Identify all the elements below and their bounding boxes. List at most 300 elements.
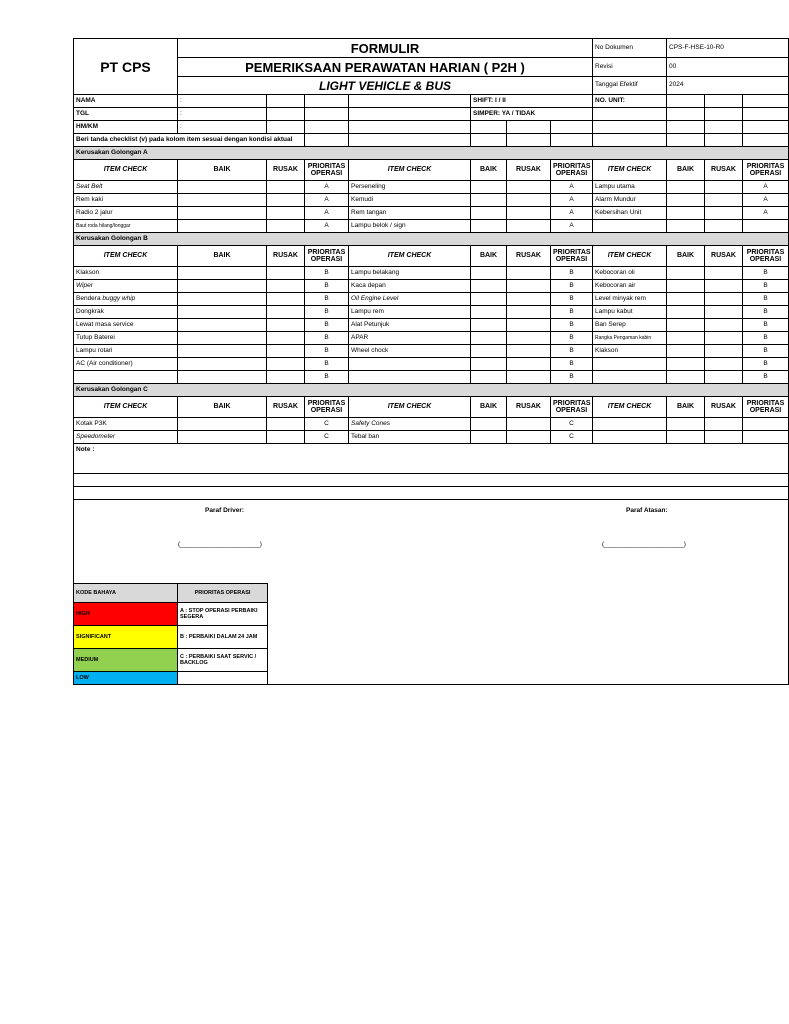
item-check-cell: Radio 2 jalur xyxy=(74,207,178,220)
rusak-checkbox[interactable] xyxy=(507,319,551,332)
group-a-header xyxy=(74,160,789,181)
blank-cell[interactable] xyxy=(349,134,471,147)
priority-cell: B xyxy=(305,345,349,358)
item-check-cell: Kebersihan Unit xyxy=(593,207,667,220)
checklist-row xyxy=(74,280,789,293)
priority-cell: A xyxy=(305,220,349,233)
item-check-cell xyxy=(74,371,178,384)
rusak-checkbox[interactable] xyxy=(507,207,551,220)
priority-cell: B xyxy=(743,306,789,319)
rusak-checkbox[interactable] xyxy=(705,306,743,319)
effective-date-label: Tanggal Efektif xyxy=(593,77,667,95)
baik-header: BAIK xyxy=(471,246,507,267)
baik-checkbox[interactable] xyxy=(471,181,507,194)
rusak-checkbox[interactable] xyxy=(267,431,305,444)
baik-checkbox[interactable] xyxy=(178,332,267,345)
priority-cell: B xyxy=(743,319,789,332)
baik-checkbox[interactable] xyxy=(471,207,507,220)
priority-cell: B xyxy=(743,332,789,345)
priority-cell: B xyxy=(551,358,593,371)
baik-checkbox[interactable] xyxy=(471,371,507,384)
priority-cell: C xyxy=(551,431,593,444)
rusak-checkbox[interactable] xyxy=(705,220,743,233)
baik-checkbox[interactable] xyxy=(471,319,507,332)
rusak-checkbox[interactable] xyxy=(267,280,305,293)
item-check-cell: Lampu belakang xyxy=(349,267,471,280)
hmkm-field[interactable]: : xyxy=(178,121,267,134)
rusak-header: RUSAK xyxy=(267,160,305,181)
legend-code-header: KODE BAHAYA xyxy=(74,584,178,603)
priority-cell: A xyxy=(743,181,789,194)
baik-checkbox[interactable] xyxy=(178,207,267,220)
baik-checkbox[interactable] xyxy=(667,220,705,233)
item-check-cell: Lampu belok / sign xyxy=(349,220,471,233)
item-check-cell: Lampu rotari xyxy=(74,345,178,358)
blank-cell[interactable] xyxy=(305,95,349,108)
item-check-cell: Dongkrak xyxy=(74,306,178,319)
unit-number-field[interactable]: NO. UNIT: xyxy=(593,95,667,108)
checklist-row xyxy=(74,371,789,384)
item-check-cell: Kemudi xyxy=(349,194,471,207)
item-check-header: ITEM CHECK xyxy=(349,160,471,181)
priority-cell: B xyxy=(305,267,349,280)
prioritas-header: PRIORITAS OPERASI xyxy=(551,160,593,181)
item-check-cell: Lampu kabut xyxy=(593,306,667,319)
blank-cell[interactable] xyxy=(667,121,705,134)
checklist-row xyxy=(74,207,789,220)
baik-checkbox[interactable] xyxy=(471,267,507,280)
baik-checkbox[interactable] xyxy=(178,358,267,371)
item-check-cell: Kebocoran oli xyxy=(593,267,667,280)
item-check-cell: Oil Engine Level xyxy=(349,293,471,306)
baik-checkbox[interactable] xyxy=(178,220,267,233)
rusak-header: RUSAK xyxy=(507,397,551,418)
blank-cell[interactable] xyxy=(705,95,743,108)
blank-cell[interactable] xyxy=(705,134,743,147)
blank-cell[interactable] xyxy=(267,108,305,121)
hazard-code: SIGNIFICANT xyxy=(74,626,178,649)
rusak-checkbox[interactable] xyxy=(267,418,305,431)
rusak-header: RUSAK xyxy=(705,246,743,267)
baik-checkbox[interactable] xyxy=(178,319,267,332)
priority-cell: A xyxy=(305,207,349,220)
checklist-row xyxy=(74,358,789,371)
blank-cell[interactable] xyxy=(267,95,305,108)
group-b-title: Kerusakan Golongan B xyxy=(74,233,789,246)
blank-cell[interactable] xyxy=(305,121,349,134)
item-check-cell xyxy=(593,418,667,431)
blank-cell[interactable] xyxy=(667,95,705,108)
blank-cell[interactable] xyxy=(507,134,551,147)
tgl-field[interactable]: : xyxy=(178,108,267,121)
rusak-checkbox[interactable] xyxy=(507,431,551,444)
hmkm-label: HM/KM xyxy=(74,121,178,134)
baik-checkbox[interactable] xyxy=(667,371,705,384)
rusak-checkbox[interactable] xyxy=(705,293,743,306)
priority-cell: A xyxy=(743,194,789,207)
blank-cell[interactable] xyxy=(743,95,789,108)
priority-cell: C xyxy=(305,431,349,444)
instruction-text: Beri tanda checklist (v) pada kolom item sesuai dengan kondisi aktual xyxy=(74,134,305,147)
priority-description: B : PERBAIKI DALAM 24 JAM xyxy=(178,626,268,649)
checklist-row xyxy=(74,181,789,194)
nama-field[interactable]: : xyxy=(178,95,267,108)
rusak-checkbox[interactable] xyxy=(507,418,551,431)
prioritas-header: PRIORITAS OPERASI xyxy=(305,160,349,181)
hazard-legend xyxy=(73,583,268,685)
hazard-code: HIGH xyxy=(74,603,178,626)
p2h-form xyxy=(73,38,785,685)
baik-checkbox[interactable] xyxy=(471,293,507,306)
checklist-row xyxy=(74,418,789,431)
doc-number-label: No Dokumen xyxy=(593,39,667,58)
rusak-checkbox[interactable] xyxy=(507,345,551,358)
prioritas-header: PRIORITAS OPERASI xyxy=(743,160,789,181)
blank-cell[interactable] xyxy=(743,108,789,121)
legend-row xyxy=(74,672,268,685)
baik-checkbox[interactable] xyxy=(471,280,507,293)
baik-checkbox[interactable] xyxy=(178,267,267,280)
priority-cell: B xyxy=(551,371,593,384)
checklist-row xyxy=(74,332,789,345)
baik-checkbox[interactable] xyxy=(667,345,705,358)
item-check-cell: Rem kaki xyxy=(74,194,178,207)
baik-checkbox[interactable] xyxy=(667,207,705,220)
checklist-row xyxy=(74,345,789,358)
priority-cell: C xyxy=(551,418,593,431)
item-check-cell: APAR xyxy=(349,332,471,345)
blank-cell[interactable] xyxy=(593,121,667,134)
rusak-checkbox[interactable] xyxy=(705,181,743,194)
item-check-cell: Speedometer xyxy=(74,431,178,444)
rusak-header: RUSAK xyxy=(507,246,551,267)
item-check-cell: Safety Cones xyxy=(349,418,471,431)
hazard-code: LOW xyxy=(74,672,178,685)
rusak-checkbox[interactable] xyxy=(267,358,305,371)
checklist-row xyxy=(74,267,789,280)
rusak-checkbox[interactable] xyxy=(267,207,305,220)
prioritas-header: PRIORITAS OPERASI xyxy=(305,397,349,418)
baik-checkbox[interactable] xyxy=(471,358,507,371)
baik-header: BAIK xyxy=(667,397,705,418)
hazard-code: MEDIUM xyxy=(74,649,178,672)
driver-sign-line[interactable]: (______________________) xyxy=(178,541,262,548)
item-check-cell xyxy=(593,358,667,371)
form-subtitle: PEMERIKSAAN PERAWATAN HARIAN ( P2H ) xyxy=(178,58,593,77)
item-check-cell: Kebocoran air xyxy=(593,280,667,293)
legend-row xyxy=(74,649,268,672)
blank-cell[interactable] xyxy=(743,134,789,147)
note-line[interactable] xyxy=(74,487,789,500)
baik-header: BAIK xyxy=(178,246,267,267)
baik-checkbox[interactable] xyxy=(667,358,705,371)
priority-cell: B xyxy=(743,345,789,358)
group-c-header xyxy=(74,397,789,418)
priority-cell: B xyxy=(305,332,349,345)
rusak-checkbox[interactable] xyxy=(267,306,305,319)
rusak-checkbox[interactable] xyxy=(507,332,551,345)
baik-checkbox[interactable] xyxy=(178,280,267,293)
blank-cell[interactable] xyxy=(349,121,471,134)
rusak-checkbox[interactable] xyxy=(507,293,551,306)
rusak-checkbox[interactable] xyxy=(507,358,551,371)
blank-cell[interactable] xyxy=(349,108,471,121)
baik-header: BAIK xyxy=(667,160,705,181)
blank-cell[interactable] xyxy=(305,134,349,147)
priority-cell: B xyxy=(551,319,593,332)
priority-cell: B xyxy=(551,267,593,280)
item-check-cell: Rem tangan xyxy=(349,207,471,220)
blank-cell[interactable] xyxy=(349,95,471,108)
prioritas-header: PRIORITAS OPERASI xyxy=(551,246,593,267)
blank-cell[interactable] xyxy=(507,121,551,134)
item-check-cell: Level minyak rem xyxy=(593,293,667,306)
rusak-checkbox[interactable] xyxy=(507,194,551,207)
item-check-header: ITEM CHECK xyxy=(593,397,667,418)
rusak-checkbox[interactable] xyxy=(705,194,743,207)
baik-checkbox[interactable] xyxy=(471,220,507,233)
rusak-checkbox[interactable] xyxy=(705,358,743,371)
blank-cell[interactable] xyxy=(551,121,593,134)
group-b-header xyxy=(74,246,789,267)
checklist-row xyxy=(74,220,789,233)
item-check-header: ITEM CHECK xyxy=(74,160,178,181)
baik-header: BAIK xyxy=(471,160,507,181)
blank-cell[interactable] xyxy=(593,108,667,121)
item-check-header: ITEM CHECK xyxy=(349,397,471,418)
group-a-rows xyxy=(74,181,789,233)
rusak-checkbox[interactable] xyxy=(267,267,305,280)
prioritas-header: PRIORITAS OPERASI xyxy=(305,246,349,267)
supervisor-sign-label: Paraf Atasan: xyxy=(626,507,668,514)
item-check-cell: Lampu utama xyxy=(593,181,667,194)
checklist-row xyxy=(74,306,789,319)
priority-cell: B xyxy=(551,332,593,345)
rusak-checkbox[interactable] xyxy=(267,194,305,207)
doc-number-value: CPS-F-HSE-10-R0 xyxy=(667,39,789,58)
supervisor-sign-line[interactable]: (______________________) xyxy=(602,541,686,548)
priority-cell: B xyxy=(305,319,349,332)
revision-value: 00 xyxy=(667,58,789,77)
rusak-checkbox[interactable] xyxy=(705,332,743,345)
signature-area xyxy=(74,500,789,685)
checklist-row xyxy=(74,293,789,306)
rusak-checkbox[interactable] xyxy=(705,280,743,293)
rusak-checkbox[interactable] xyxy=(267,332,305,345)
group-b-rows xyxy=(74,267,789,384)
baik-checkbox[interactable] xyxy=(471,306,507,319)
priority-cell: B xyxy=(551,306,593,319)
rusak-checkbox[interactable] xyxy=(705,431,743,444)
rusak-checkbox[interactable] xyxy=(507,280,551,293)
item-check-cell xyxy=(593,220,667,233)
priority-cell: C xyxy=(305,418,349,431)
effective-date-value: 2024 xyxy=(667,77,789,95)
blank-cell[interactable] xyxy=(305,108,349,121)
priority-cell: A xyxy=(551,207,593,220)
legend-row xyxy=(74,603,268,626)
priority-cell: A xyxy=(551,194,593,207)
group-c-title: Kerusakan Golongan C xyxy=(74,384,789,397)
rusak-checkbox[interactable] xyxy=(705,371,743,384)
revision-label: Revisi xyxy=(593,58,667,77)
baik-checkbox[interactable] xyxy=(471,194,507,207)
priority-cell: A xyxy=(305,181,349,194)
item-check-cell: Klakson xyxy=(593,345,667,358)
rusak-header: RUSAK xyxy=(507,160,551,181)
item-check-cell: AC (Air conditioner) xyxy=(74,358,178,371)
baik-checkbox[interactable] xyxy=(178,306,267,319)
rusak-checkbox[interactable] xyxy=(507,220,551,233)
baik-checkbox[interactable] xyxy=(667,194,705,207)
blank-cell[interactable] xyxy=(667,108,705,121)
item-check-cell: Tutup Baterei xyxy=(74,332,178,345)
priority-cell: A xyxy=(305,194,349,207)
blank-cell[interactable] xyxy=(705,108,743,121)
baik-checkbox[interactable] xyxy=(667,418,705,431)
rusak-checkbox[interactable] xyxy=(267,319,305,332)
blank-cell[interactable] xyxy=(593,134,667,147)
blank-cell[interactable] xyxy=(705,121,743,134)
rusak-header: RUSAK xyxy=(705,397,743,418)
driver-sign-label: Paraf Driver: xyxy=(205,507,245,514)
checklist-row xyxy=(74,431,789,444)
rusak-header: RUSAK xyxy=(267,246,305,267)
item-check-cell: Rangka Pengaman kabin xyxy=(593,332,667,345)
baik-checkbox[interactable] xyxy=(178,345,267,358)
baik-checkbox[interactable] xyxy=(667,293,705,306)
baik-checkbox[interactable] xyxy=(471,418,507,431)
item-check-header: ITEM CHECK xyxy=(74,246,178,267)
item-check-cell: Alarm Mundur xyxy=(593,194,667,207)
priority-cell: B xyxy=(305,358,349,371)
item-check-cell: Kaca depan xyxy=(349,280,471,293)
item-check-cell: Kotak P3K xyxy=(74,418,178,431)
rusak-checkbox[interactable] xyxy=(705,319,743,332)
baik-checkbox[interactable] xyxy=(178,194,267,207)
baik-checkbox[interactable] xyxy=(178,431,267,444)
rusak-checkbox[interactable] xyxy=(705,267,743,280)
company-name: PT CPS xyxy=(74,39,178,95)
priority-cell: A xyxy=(551,220,593,233)
prioritas-header: PRIORITAS OPERASI xyxy=(743,397,789,418)
item-check-header: ITEM CHECK xyxy=(593,246,667,267)
item-check-header: ITEM CHECK xyxy=(593,160,667,181)
item-check-cell: Wiper xyxy=(74,280,178,293)
shift-field[interactable]: SHIFT: I / II xyxy=(471,95,593,108)
baik-checkbox[interactable] xyxy=(471,332,507,345)
rusak-checkbox[interactable] xyxy=(267,220,305,233)
baik-checkbox[interactable] xyxy=(471,345,507,358)
simper-field[interactable]: SIMPER: YA / TIDAK xyxy=(471,108,593,121)
baik-checkbox[interactable] xyxy=(178,371,267,384)
rusak-checkbox[interactable] xyxy=(705,207,743,220)
baik-checkbox[interactable] xyxy=(667,332,705,345)
rusak-checkbox[interactable] xyxy=(267,371,305,384)
note-label[interactable]: Note : xyxy=(74,444,789,474)
nama-label: NAMA xyxy=(74,95,178,108)
rusak-checkbox[interactable] xyxy=(267,181,305,194)
item-check-cell xyxy=(593,431,667,444)
baik-checkbox[interactable] xyxy=(667,319,705,332)
rusak-checkbox[interactable] xyxy=(507,306,551,319)
rusak-header: RUSAK xyxy=(705,160,743,181)
rusak-checkbox[interactable] xyxy=(705,418,743,431)
priority-cell: B xyxy=(551,345,593,358)
rusak-checkbox[interactable] xyxy=(267,345,305,358)
priority-cell xyxy=(743,431,789,444)
priority-cell: B xyxy=(305,280,349,293)
rusak-checkbox[interactable] xyxy=(705,345,743,358)
baik-header: BAIK xyxy=(178,397,267,418)
priority-cell: B xyxy=(743,371,789,384)
rusak-checkbox[interactable] xyxy=(507,371,551,384)
note-line[interactable] xyxy=(74,474,789,487)
item-check-cell: Klakson xyxy=(74,267,178,280)
item-check-header: ITEM CHECK xyxy=(74,397,178,418)
priority-cell: B xyxy=(551,293,593,306)
baik-checkbox[interactable] xyxy=(471,431,507,444)
priority-description xyxy=(178,672,268,685)
priority-cell: B xyxy=(551,280,593,293)
priority-cell xyxy=(743,418,789,431)
baik-header: BAIK xyxy=(178,160,267,181)
item-check-cell: Baut roda hilang/longgar xyxy=(74,220,178,233)
rusak-checkbox[interactable] xyxy=(507,267,551,280)
priority-cell: A xyxy=(551,181,593,194)
priority-cell: B xyxy=(305,371,349,384)
item-check-cell: Seat Belt xyxy=(74,181,178,194)
rusak-checkbox[interactable] xyxy=(267,293,305,306)
blank-cell[interactable] xyxy=(667,134,705,147)
baik-checkbox[interactable] xyxy=(667,431,705,444)
blank-cell[interactable] xyxy=(267,121,305,134)
tgl-label: TGL xyxy=(74,108,178,121)
prioritas-header: PRIORITAS OPERASI xyxy=(551,397,593,418)
blank-cell[interactable] xyxy=(471,121,507,134)
priority-cell: B xyxy=(743,267,789,280)
baik-checkbox[interactable] xyxy=(667,280,705,293)
item-check-cell: Lewat masa service xyxy=(74,319,178,332)
item-check-cell xyxy=(349,371,471,384)
baik-header: BAIK xyxy=(471,397,507,418)
blank-cell[interactable] xyxy=(551,134,593,147)
blank-cell[interactable] xyxy=(471,134,507,147)
baik-checkbox[interactable] xyxy=(178,418,267,431)
vehicle-type-title: LIGHT VEHICLE & BUS xyxy=(178,77,593,95)
item-check-cell: Alat Petunjuk xyxy=(349,319,471,332)
legend-row xyxy=(74,626,268,649)
priority-cell: B xyxy=(743,358,789,371)
item-check-cell: Ban Serep xyxy=(593,319,667,332)
item-check-cell: Lampu rem xyxy=(349,306,471,319)
baik-checkbox[interactable] xyxy=(178,181,267,194)
priority-cell: B xyxy=(743,280,789,293)
priority-description: A : STOP OPERASI PERBAIKI SEGERA xyxy=(178,603,268,626)
baik-checkbox[interactable] xyxy=(667,306,705,319)
item-check-cell: Bendera buggy whip xyxy=(74,293,178,306)
baik-checkbox[interactable] xyxy=(667,181,705,194)
rusak-checkbox[interactable] xyxy=(507,181,551,194)
baik-checkbox[interactable] xyxy=(667,267,705,280)
checklist-row xyxy=(74,319,789,332)
baik-checkbox[interactable] xyxy=(178,293,267,306)
legend-priority-header: PRIORITAS OPERASI xyxy=(178,584,268,603)
item-check-cell: Perseneling xyxy=(349,181,471,194)
priority-description: C : PERBAIKI SAAT SERVIC / BACKLOG xyxy=(178,649,268,672)
form-table xyxy=(73,38,789,685)
blank-cell[interactable] xyxy=(743,121,789,134)
